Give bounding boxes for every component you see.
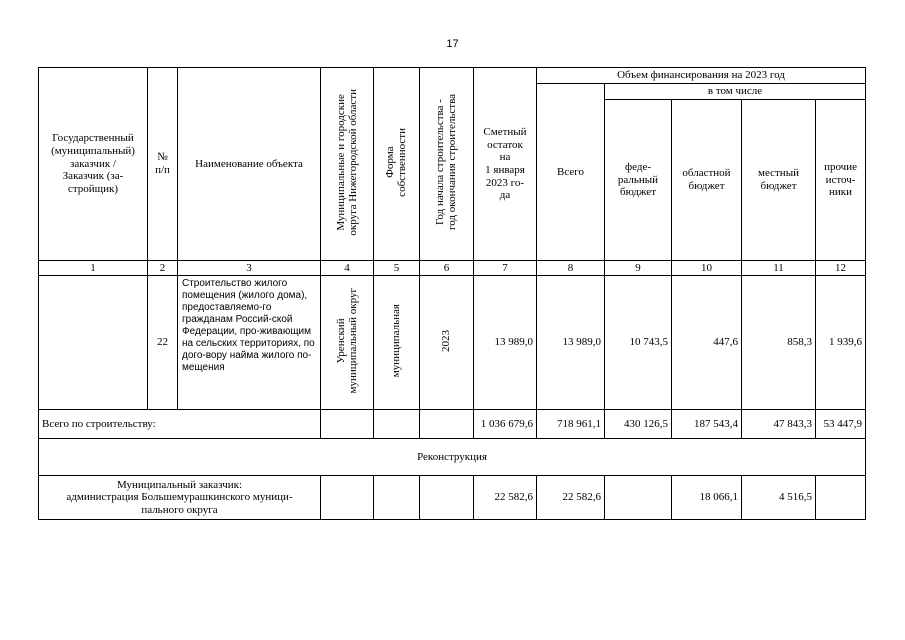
column-number: 1 — [39, 261, 148, 276]
column-number: 6 — [420, 261, 474, 276]
recon-regional: 18 066,1 — [672, 476, 742, 520]
column-number: 2 — [148, 261, 178, 276]
empty-cell — [420, 476, 474, 520]
table-row — [39, 476, 866, 520]
column-number: 3 — [178, 261, 321, 276]
column-number: 5 — [374, 261, 420, 276]
empty-cell — [374, 476, 420, 520]
empty-cell — [321, 410, 374, 439]
column-number: 4 — [321, 261, 374, 276]
header-funding-title: Объем финансирования на 2023 год — [537, 68, 866, 84]
header-regional: областной бюджет — [672, 100, 742, 261]
section-row — [39, 439, 866, 476]
header-years: Год начала строительства - год окончания строительства — [420, 68, 474, 261]
column-number: 7 — [474, 261, 537, 276]
row22-local: 858,3 — [742, 276, 816, 410]
total-total: 718 961,1 — [537, 410, 605, 439]
total-other: 53 447,9 — [816, 410, 866, 439]
recon-federal — [605, 476, 672, 520]
column-number: 11 — [742, 261, 816, 276]
header-other: прочие источ- ники — [816, 100, 866, 261]
row22-total: 13 989,0 — [537, 276, 605, 410]
header-federal: феде- ральный бюджет — [605, 100, 672, 261]
row22-num: 22 — [148, 276, 178, 410]
row22-object: Строительство жилого помещения (жилого дома), предоставляемо-го гражданам Россий-ской Федерации, про-живающим на сельских территориях, по дого-вору найма жилого по-мещения — [178, 276, 321, 410]
row22-ownership: муниципальная — [374, 276, 420, 410]
total-estimate: 1 036 679,6 — [474, 410, 537, 439]
row22-customer — [39, 276, 148, 410]
total-local: 47 843,3 — [742, 410, 816, 439]
table-row — [39, 276, 866, 410]
recon-local: 4 516,5 — [742, 476, 816, 520]
total-row — [39, 410, 866, 439]
recon-total: 22 582,6 — [537, 476, 605, 520]
funding-table — [38, 67, 866, 520]
section-title: Реконструкция — [39, 439, 866, 476]
row22-federal: 10 743,5 — [605, 276, 672, 410]
recon-other — [816, 476, 866, 520]
header-ownership: Форма собственности — [374, 68, 420, 261]
recon-customer: Муниципальный заказчик: администрация Большемурашкинского муници- пального округа — [39, 476, 321, 520]
header-customer: Государственный (муниципальный) заказчик / Заказчик (за- стройщик) — [39, 68, 148, 261]
row22-year: 2023 — [420, 276, 474, 410]
header-object-name: Наименование объекта — [178, 68, 321, 261]
page-number: 17 — [446, 38, 459, 50]
total-regional: 187 543,4 — [672, 410, 742, 439]
column-number-row — [39, 261, 866, 276]
column-number: 10 — [672, 261, 742, 276]
row22-municipality: Уренский муниципальный округ — [321, 276, 374, 410]
total-label: Всего по строительству: — [39, 410, 321, 439]
row22-estimate: 13 989,0 — [474, 276, 537, 410]
recon-estimate: 22 582,6 — [474, 476, 537, 520]
column-number: 9 — [605, 261, 672, 276]
header-estimate: Сметный остаток на 1 января 2023 го- да — [474, 68, 537, 261]
empty-cell — [420, 410, 474, 439]
header-including: в том числе — [605, 84, 866, 100]
column-number: 8 — [537, 261, 605, 276]
header-total: Всего — [537, 84, 605, 261]
row22-regional: 447,6 — [672, 276, 742, 410]
header-local: местный бюджет — [742, 100, 816, 261]
row22-other: 1 939,6 — [816, 276, 866, 410]
column-number: 12 — [816, 261, 866, 276]
header-municipality: Муниципальные и городские округа Нижегородской области — [321, 68, 374, 261]
empty-cell — [321, 476, 374, 520]
header-num: № п/п — [148, 68, 178, 261]
empty-cell — [374, 410, 420, 439]
total-federal: 430 126,5 — [605, 410, 672, 439]
